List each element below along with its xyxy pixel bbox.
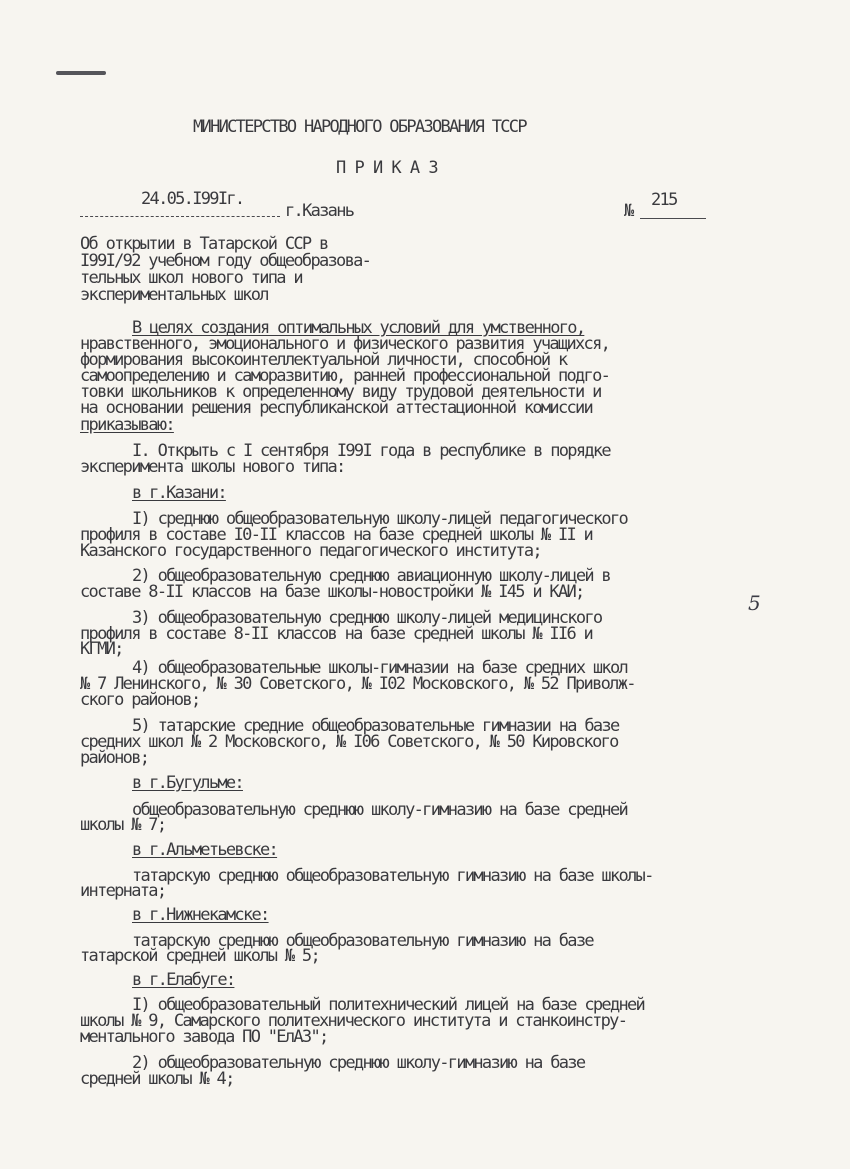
- kazan-p1-line-3: Казанского государственного педагогического института;: [80, 541, 541, 561]
- nizhnekamsk-line-1: татарскую среднюю общеобразовательную гимназию на базе: [132, 931, 593, 951]
- orders-word: приказываю:: [80, 415, 174, 435]
- kazan-p1-line-1: I) среднюю общеобразовательную школу-лицей педагогического: [132, 509, 628, 529]
- kazan-p3-line-3: КГМИ;: [80, 639, 123, 659]
- number-rule: [640, 218, 706, 219]
- number-sign: №: [624, 201, 633, 221]
- bugulma-line-1: общеобразовательную среднюю школу-гимназию на базе средней: [132, 800, 628, 820]
- city-heading-almetyevsk: в г.Альметьевске:: [132, 840, 278, 860]
- kazan-p1-line-2: профиля в составе I0-II классов на базе средней школы № II и: [80, 525, 593, 545]
- kazan-p4-line-3: ского районов;: [80, 690, 200, 710]
- kazan-p2-line-1: 2) общеобразовательную среднюю авиационную школу-лицей в: [132, 566, 610, 586]
- elabuga-p2-line-1: 2) общеобразовательную среднюю школу-гимназию на базе: [132, 1053, 585, 1073]
- item1-line-1: I. Открыть с I сентября I99I года в республике в порядке: [132, 441, 610, 461]
- preamble-line-2: нравственного, эмоционального и физического развития учащихся,: [80, 334, 610, 354]
- elabuga-p2-line-2: средней школы № 4;: [80, 1069, 234, 1089]
- preamble-line-5: товки школьников к определенному виду трудовой деятельности и: [80, 382, 601, 402]
- order-number: 215: [651, 190, 677, 210]
- kazan-p2-line-2: составе 8-II классов на базе школы-новостройки № I45 и КАИ;: [80, 582, 584, 602]
- kazan-p3-line-1: 3) общеобразовательную среднюю школу-лицей медицинского: [132, 608, 602, 628]
- margin-mark: [56, 71, 106, 75]
- subject-line-2: I99I/92 учебном году общеобразова-: [80, 251, 371, 271]
- preamble-line-1: В целях создания оптимальных условий для умственного,: [132, 318, 585, 338]
- city-heading-nizhnekamsk: в г.Нижнекамске:: [132, 905, 269, 925]
- handwritten-page-number: 5: [748, 591, 761, 615]
- almetyevsk-line-2: интерната;: [80, 881, 166, 901]
- bugulma-line-2: школы № 7;: [80, 815, 166, 835]
- elabuga-p1-line-2: школы № 9, Самарского политехнического института и станкоинстру-: [80, 1011, 627, 1031]
- kazan-p4-line-2: № 7 Ленинского, № 30 Советского, № I02 Московского, № 52 Приволж-: [80, 674, 635, 694]
- order-city: г.Казань: [285, 201, 354, 221]
- preamble-line-3: формирования высокоинтеллектуальной личности, способной к: [80, 350, 567, 370]
- subject-line-1: Об открытии в Татарской ССР в: [80, 234, 328, 254]
- ministry-title: МИНИСТЕРСТВО НАРОДНОГО ОБРАЗОВАНИЯ ТССР: [193, 117, 526, 137]
- elabuga-p1-line-1: I) общеобразовательный политехнический лицей на базе средней: [132, 995, 645, 1015]
- city-heading-elabuga: в г.Елабуге:: [132, 970, 235, 990]
- kazan-p4-line-1: 4) общеобразовательные школы-гимназии на базе средних школ: [132, 658, 628, 678]
- kazan-p3-line-2: профиля в составе 8-II классов на базе средней школы № II6 и: [80, 624, 593, 644]
- kazan-p5-line-2: средних школ № 2 Московского, № I06 Советского, № 50 Кировского: [80, 732, 618, 752]
- doc-type: П Р И К А З: [336, 158, 438, 178]
- date-rule: [80, 216, 280, 217]
- kazan-p5-line-1: 5) татарские средние общеобразовательные гимназии на базе: [132, 716, 619, 736]
- preamble-line-4: самоопределению и саморазвитию, ранней профессиональной подго-: [80, 366, 610, 386]
- order-date: 24.05.I99Iг.: [141, 189, 244, 209]
- almetyevsk-line-1: татарскую среднюю общеобразовательную гимназию на базе школы-: [132, 866, 653, 886]
- item1-line-2: эксперимента школы нового типа:: [80, 457, 345, 477]
- kazan-p5-line-3: районов;: [80, 748, 149, 768]
- subject-line-3: тельных школ нового типа и: [80, 268, 302, 288]
- city-heading-kazan: в г.Казани:: [132, 483, 226, 503]
- city-heading-bugulma: в г.Бугульме:: [132, 773, 243, 793]
- elabuga-p1-line-3: ментального завода ПО "ЕлАЗ";: [80, 1027, 328, 1047]
- subject-line-4: экспериментальных школ: [80, 285, 268, 305]
- preamble-line-6: на основании решения республиканской аттестационной комиссии: [80, 398, 593, 418]
- nizhnekamsk-line-2: татарской средней школы № 5;: [80, 946, 319, 966]
